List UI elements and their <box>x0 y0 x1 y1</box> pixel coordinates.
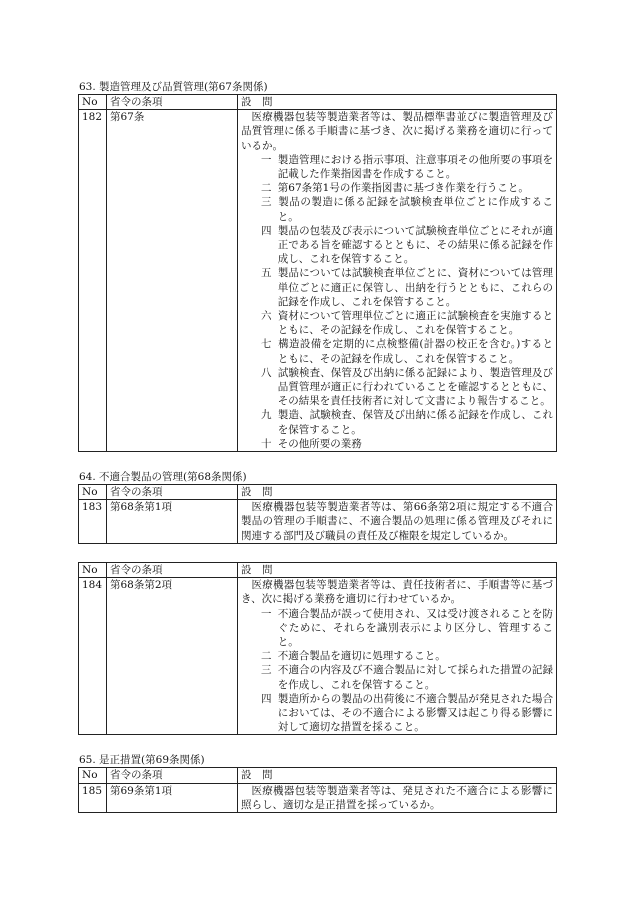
row-question <box>238 110 557 452</box>
row-article: 第68条第1項 <box>107 500 238 544</box>
table-header-row <box>79 768 557 783</box>
row-question <box>238 500 557 544</box>
list-item: 十 その他所要の業務 <box>261 437 362 450</box>
table-header-row <box>79 562 557 577</box>
table-row <box>79 783 557 812</box>
section-65 <box>78 753 558 813</box>
table-header-row <box>79 95 557 110</box>
list-item: 一 製造管理における指示事項、注意事項その他所要の事項を記載した作業指図書を作成すること。 <box>261 153 553 181</box>
list-item: 一 不適合製品が誤って使用され、又は受け渡されることを防ぐために、それらを識別表示により区分し、管理すること。 <box>261 607 553 648</box>
question-lead: 医療機器包装等製造業者等は、責任技術者に、手順書等に基づき、次に掲げる業務を適切に行わせているか。 <box>241 579 553 606</box>
table-row <box>79 500 557 544</box>
header-no: No <box>79 95 107 110</box>
document-page <box>78 80 558 813</box>
section-63 <box>78 80 558 452</box>
question-lead: 医療機器包装等製造業者等は、製品標準書並びに製造管理及び品質管理に係る手順書に基づき、次に掲げる業務を適切に行っているか。 <box>241 111 553 152</box>
section-title: 63. 製造管理及び品質管理(第67条関係) <box>79 81 268 93</box>
header-no: No <box>79 562 107 577</box>
list-item: 九 製造、試験検査、保管及び出納に係る記録を作成し、これを保管すること。 <box>261 409 553 436</box>
row-no: 182 <box>79 110 107 452</box>
header-question: 設 問 <box>238 768 557 783</box>
checklist-table <box>78 562 557 735</box>
row-question <box>238 578 557 735</box>
row-no: 185 <box>79 783 107 812</box>
section-64-continued <box>78 562 558 735</box>
row-no: 184 <box>79 578 107 735</box>
header-no: No <box>79 768 107 783</box>
header-question: 設 問 <box>238 95 557 110</box>
question-lead: 医療機器包装等製造業者等は、第66条第2項に規定する不適合製品の管理の手順書に、不適合製品の処理に係る管理及びそれに関連する部門及び職員の責任及び権限を規定しているか。 <box>241 501 553 542</box>
list-item: 四 製造所からの製品の出荷後に不適合製品が発見された場合においては、その不適合による影響又は起こり得る影響に対して適切な措置を採ること。 <box>261 692 553 734</box>
checklist-table <box>78 484 557 544</box>
section-title: 64. 不適合製品の管理(第68条関係) <box>79 471 247 484</box>
question-lead: 医療機器包装等製造業者等は、発見された不適合による影響に照らし、適切な是正措置を採っているか。 <box>241 784 553 811</box>
header-question: 設 問 <box>238 562 557 577</box>
list-item: 三 不適合の内容及び不適合製品に対して採られた措置の記録を作成し、これを保管すること。 <box>261 664 553 691</box>
list-item: 二 第67条第1号の作業指図書に基づき作業を行うこと。 <box>261 182 529 195</box>
row-article: 第68条第2項 <box>107 578 238 735</box>
header-article: 省令の条項 <box>107 562 238 577</box>
table-header-row <box>79 485 557 500</box>
list-item: 五 製品については試験検査単位ごとに、資材については管理単位ごとに適正に保管し、出納を行うとともに、これらの記録を作成し、これを保管すること。 <box>261 267 553 308</box>
header-article: 省令の条項 <box>107 485 238 500</box>
list-item: 八 試験検査、保管及び出納に係る記録により、製造管理及び品質管理が適正に行われていることを確認するとともに、その結果を責任技術者に対して文書により報告すること。 <box>261 366 553 408</box>
list-item: 四 製品の包装及び表示について試験検査単位ごとにそれが適正である旨を確認するとともに、その結果に係る記録を作成し、これを保管すること。 <box>261 224 553 266</box>
header-no: No <box>79 485 107 500</box>
checklist-table <box>78 94 557 452</box>
row-article: 第69条第1項 <box>107 783 238 812</box>
row-no: 183 <box>79 500 107 544</box>
row-question <box>238 783 557 812</box>
list-item: 六 資材について管理単位ごとに適正に試験検査を実施するとともに、その記録を作成し、これを保管すること。 <box>261 310 553 337</box>
table-row <box>79 110 557 452</box>
header-question: 設 問 <box>238 485 557 500</box>
header-article: 省令の条項 <box>107 768 238 783</box>
row-article: 第67条 <box>107 110 238 452</box>
header-article: 省令の条項 <box>107 95 238 110</box>
section-64 <box>78 470 558 544</box>
list-item: 二 不適合製品を適切に処理すること。 <box>261 650 446 663</box>
list-item: 七 構造設備を定期的に点検整備(計器の校正を含む。)するとともに、その記録を作成し、これを保管すること。 <box>261 338 553 365</box>
checklist-table <box>78 767 557 813</box>
list-item: 三 製品の製造に係る記録を試験検査単位ごとに作成すること。 <box>261 196 553 223</box>
table-row <box>79 578 557 735</box>
section-title: 65. 是正措置(第69条関係) <box>79 754 205 767</box>
